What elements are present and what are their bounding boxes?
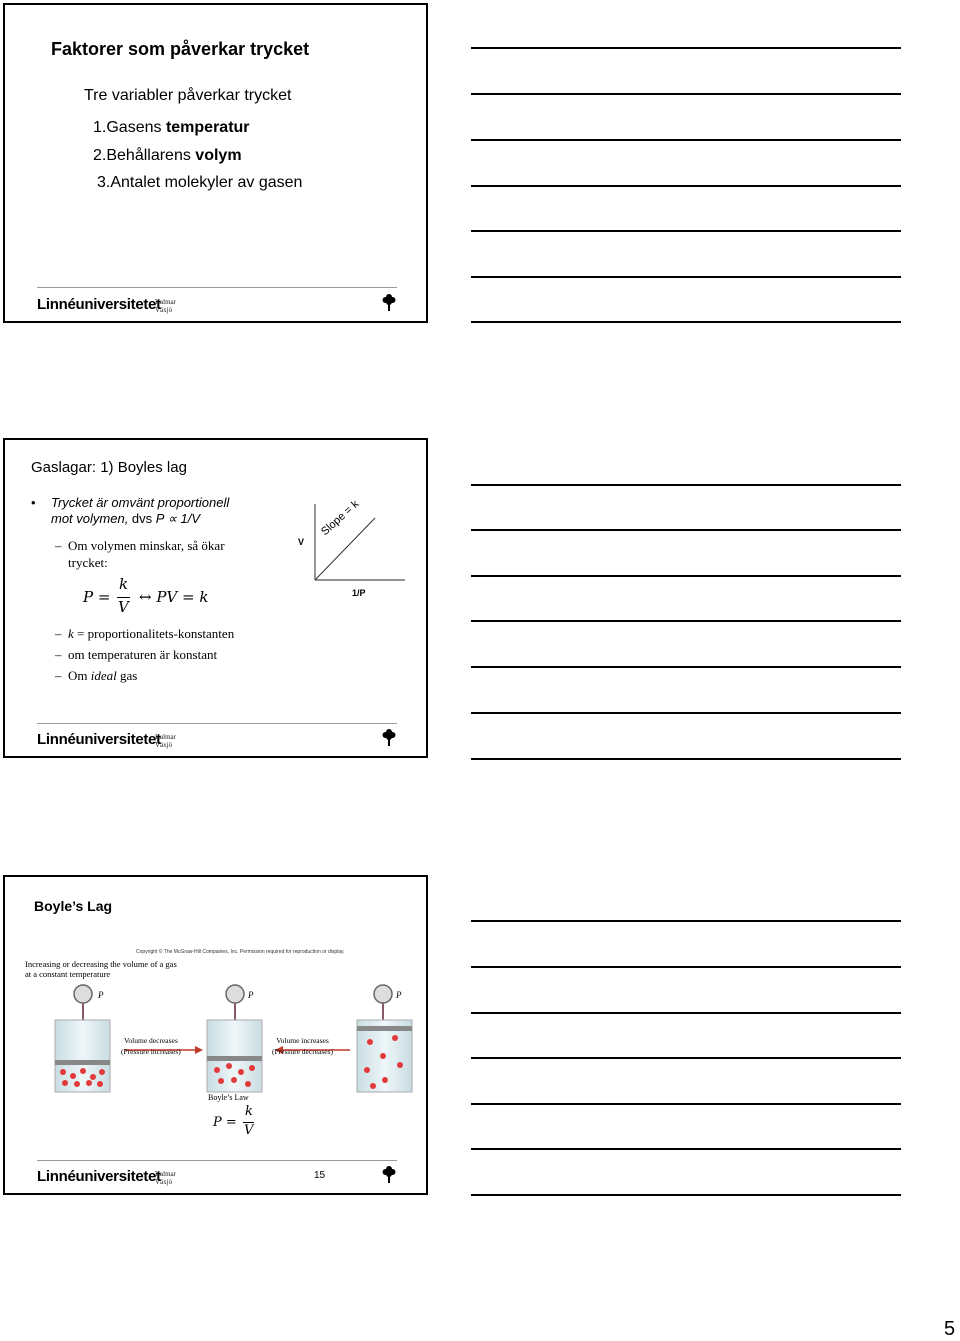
sub-bullet-1: – Om volymen minskar, så ökar trycket:: [55, 538, 225, 570]
tree-logo-icon: [382, 1165, 396, 1183]
list-item: – k = proportionalitets-konstanten: [55, 626, 235, 641]
arrow-right-label: Volume increases (Pressure decreases): [272, 1036, 334, 1056]
list-item: – Om ideal gas: [55, 668, 138, 683]
gauge-label: P: [396, 990, 402, 1000]
law-formula: P = k V: [213, 1104, 254, 1138]
note-line: [471, 620, 901, 622]
slide-2-bullet: • Trycket är omvänt proportionell mot volymen, dvs P ∝ 1/V: [31, 495, 230, 526]
note-line: [471, 47, 901, 49]
note-line: [471, 484, 901, 486]
copyright-note: Copyright © The McGraw-Hill Companies, Inc. Permission required for reproduction or display.: [136, 949, 345, 955]
note-line: [471, 966, 901, 968]
university-logo: Linnéuniversitetet: [37, 296, 161, 313]
boyle-formula: P = k V ↔ PV = k: [83, 575, 209, 616]
tree-logo-icon: [382, 728, 396, 746]
note-line: [471, 276, 901, 278]
note-line: [471, 712, 901, 714]
note-line: [471, 920, 901, 922]
slide-1-list: [93, 114, 302, 197]
tree-logo-icon: [382, 293, 396, 311]
slide-1-intro: Tre variabler påverkar trycket: [84, 87, 292, 104]
note-line: [471, 1103, 901, 1105]
page-number: 5: [944, 1318, 956, 1340]
footer-divider: [37, 1160, 397, 1161]
note-line: [471, 1057, 901, 1059]
piston-beaker-3: [357, 985, 412, 1092]
note-line: [471, 529, 901, 531]
law-label: Boyle’s Law: [208, 1093, 249, 1102]
figure-caption: Increasing or decreasing the volume of a gas at a constant temperature: [25, 959, 177, 979]
arrow-left-label: Volume decreases (Pressure increases): [121, 1036, 181, 1056]
list-item: 1.Gasens temperatur: [93, 119, 250, 136]
piston-beaker-1: [55, 985, 110, 1092]
footer-divider: [37, 287, 397, 288]
piston-beaker-2: [207, 985, 262, 1092]
note-line: [471, 93, 901, 95]
list-item: – om temperaturen är konstant: [55, 647, 218, 662]
slide-number: 15: [314, 1170, 326, 1181]
note-line: [471, 666, 901, 668]
logo-campuses: Kalmar Växjö: [155, 298, 176, 314]
graph-slope-label: Slope = k: [318, 498, 362, 538]
logo-campuses: Kalmar Växjö: [155, 1170, 176, 1186]
gauge-label: P: [98, 990, 104, 1000]
note-line: [471, 230, 901, 232]
note-line: [471, 139, 901, 141]
list-item: 3.Antalet molekyler av gasen: [97, 174, 303, 191]
graph-x-label: 1/P: [352, 588, 366, 598]
note-line: [471, 575, 901, 577]
slide-3: [3, 875, 428, 1195]
university-logo: Linnéuniversitetet: [37, 1168, 161, 1185]
slide-2: [3, 438, 428, 758]
note-line: [471, 185, 901, 187]
slide-2-title: Gaslagar: 1) Boyles lag: [31, 459, 187, 476]
slide-1-title: Faktorer som påverkar trycket: [51, 39, 310, 59]
slide-3-title: Boyle’s Lag: [34, 898, 113, 914]
university-logo: Linnéuniversitetet: [37, 731, 161, 748]
sub-bullet-list: [55, 623, 234, 686]
gauge-label: P: [248, 990, 254, 1000]
note-line: [471, 1194, 901, 1196]
footer-divider: [37, 723, 397, 724]
note-line: [471, 321, 901, 323]
list-item: 2.Behållarens volym: [93, 146, 242, 164]
note-line: [471, 1012, 901, 1014]
slide-1: [3, 3, 428, 323]
note-line: [471, 758, 901, 760]
graph-y-label: V: [298, 537, 305, 547]
logo-campuses: Kalmar Växjö: [155, 733, 176, 749]
note-line: [471, 1148, 901, 1150]
